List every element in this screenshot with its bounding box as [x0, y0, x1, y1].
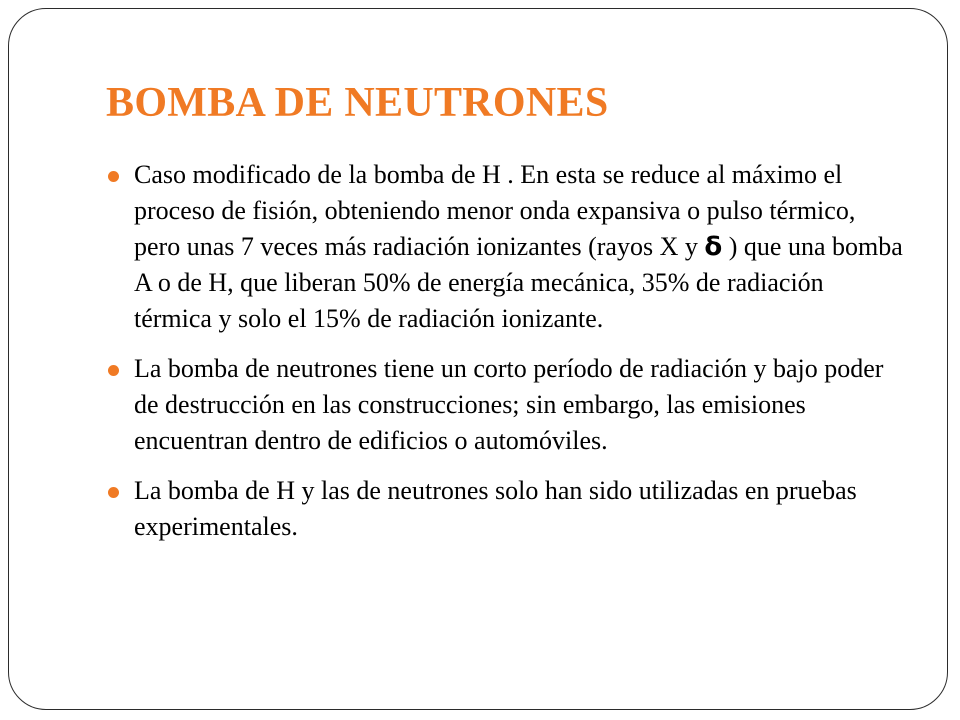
bullet-text-3: La bomba de H y las de neutrones solo han sido utilizadas en pruebas experimentales. — [134, 476, 857, 541]
bullet-list — [104, 157, 904, 559]
bullet-text-1 — [134, 157, 904, 337]
bullet-text-2: La bomba de neutrones tiene un corto período de radiación y bajo poder de destrucción en las construcciones; sin embargo, las emisiones encuentran dentro de edificios o automóviles. — [134, 354, 884, 455]
bullet-text-1-before: Caso modificado de la bomba de H . En esta se reduce al máximo el proceso de fisión, obteniendo menor onda expansiva o pulso térmico, pero unas 7 veces más radiación ionizantes (rayos X y — [134, 160, 856, 261]
bullet-text-1-after: ) que una bomba A o de H, que liberan 50% de energía mecánica, 35% de radiación térmica y solo el 15% de radiación ionizante. — [134, 232, 903, 333]
bullet-dot-icon — [108, 365, 119, 376]
bullet-dot-icon — [108, 171, 119, 182]
slide-title: BOMBA DE NEUTRONES — [106, 80, 609, 126]
bullet-item-3 — [104, 473, 904, 545]
bullet-dot-icon — [108, 487, 119, 498]
bullet-item-2 — [104, 351, 904, 459]
bullet-item-1 — [104, 157, 904, 337]
delta-symbol: δ — [704, 232, 723, 262]
